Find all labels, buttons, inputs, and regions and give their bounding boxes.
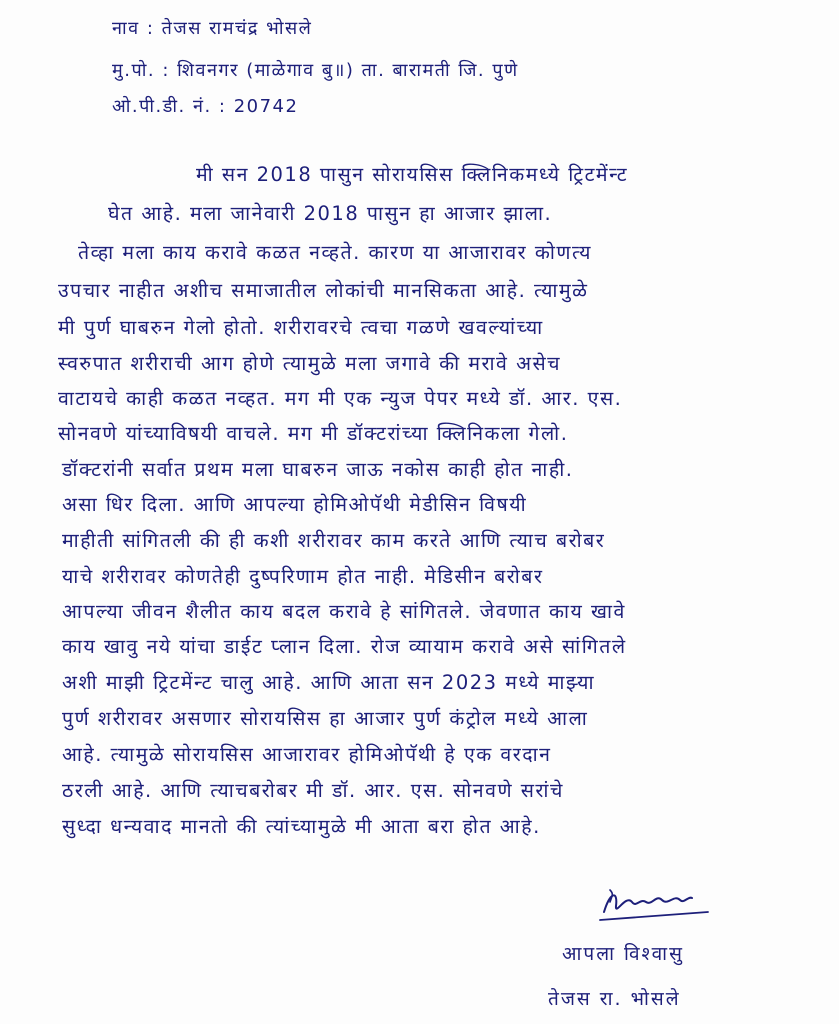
body-line: असा धिर दिला. आणि आपल्या होमिओपॅथी मेडीसिन विषयी	[62, 493, 528, 516]
body-line: घेत आहे. मला जानेवारी 2018 पासुन हा आजार झाला.	[108, 202, 553, 225]
patient-address-line: मु.पो. : शिवनगर (माळेगाव बु॥) ता. बारामती जि. पुणे	[112, 60, 519, 81]
body-line: सुध्दा धन्यवाद मानतो की त्यांच्यामुळे मी आता बरा होत आहे.	[62, 815, 541, 838]
signer-name-line: तेजस रा. भोसले	[548, 988, 681, 1010]
closing-line: आपला विश्वासु	[562, 943, 684, 965]
handwritten-signature	[596, 872, 716, 932]
body-line: पुर्ण शरीरावर असणार सोरायसिस हा आजार पुर्ण कंट्रोल मध्ये आला	[62, 707, 589, 730]
body-line: आपल्या जीवन शैलीत काय बदल करावे हे सांगितले. जेवणात काय खावे	[62, 600, 626, 623]
body-line: अशी माझी ट्रिटमेंन्ट चालु आहे. आणि आता सन 2023 मध्ये माझ्या	[62, 671, 596, 694]
body-line: मी पुर्ण घाबरुन गेलो होतो. शरीरावरचे त्वचा गळणे खवल्यांच्या	[58, 316, 544, 339]
body-line: ठरली आहे. आणि त्याचबरोबर मी डॉ. आर. एस. सोनवणे सरांचे	[62, 779, 564, 802]
body-line: काय खावु नये यांचा डाईट प्लान दिला. रोज व्यायाम करावे असे सांगितले	[62, 635, 627, 658]
body-line: वाटायचे काही कळत नव्हत. मग मी एक न्युज पेपर मध्ये डॉ. आर. एस.	[58, 387, 623, 410]
body-line: तेव्हा मला काय करावे कळत नव्हते. कारण या आजारावर कोणत्य	[78, 241, 592, 264]
body-line: याचे शरीरावर कोणतेही दुष्परिणाम होत नाही. मेडिसीन बरोबर	[62, 565, 544, 588]
opd-number-line: ओ.पी.डी. नं. : 20742	[112, 96, 299, 117]
patient-name-line: नाव : तेजस रामचंद्र भोसले	[112, 18, 313, 39]
body-line: डॉक्टरांनी सर्वात प्रथम मला घाबरुन जाऊ नकोस काही होत नाही.	[62, 458, 574, 481]
body-line: मी सन 2018 पासुन सोरायसिस क्लिनिकमध्ये ट्रिटमेंन्ट	[196, 163, 629, 186]
body-line: उपचार नाहीत अशीच समाजातील लोकांची मानसिकता आहे. त्यामुळे	[58, 279, 589, 302]
body-line: आहे. त्यामुळे सोरायसिस आजारावर होमिओपॅथी हे एक वरदान	[62, 743, 552, 766]
body-line: स्वरुपात शरीराची आग होणे त्यामुळे मला जगावे की मरावे असेच	[58, 352, 562, 375]
body-line: माहीती सांगितली की ही कशी शरीरावर काम करते आणि त्याच बरोबर	[62, 529, 606, 552]
body-line: सोनवणे यांच्याविषयी वाचले. मग मी डॉक्टरांच्या क्लिनिकला गेलो.	[58, 422, 569, 445]
